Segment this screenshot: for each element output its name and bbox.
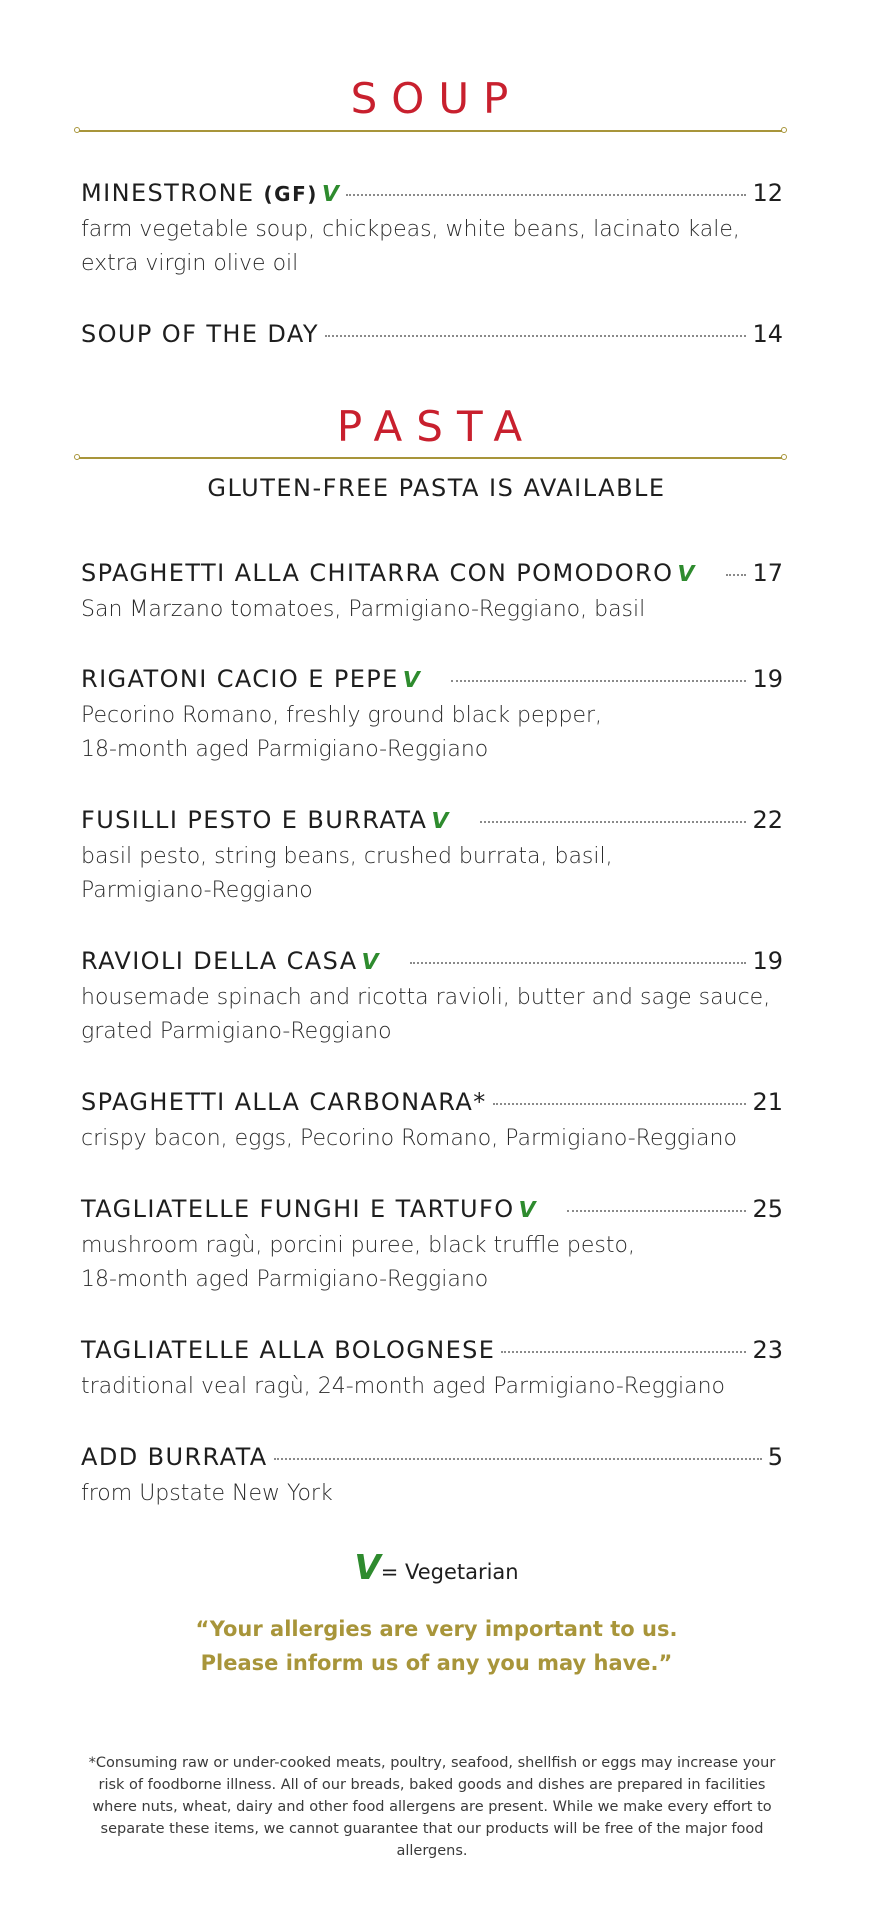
menu-item-bolognese: [81, 1336, 783, 1404]
menu-item-carbonara: [81, 1088, 783, 1156]
leader-dots: [410, 962, 747, 964]
leader-dots: [274, 1458, 762, 1460]
leader-dots: [493, 1103, 747, 1105]
leader-dots: [501, 1351, 746, 1353]
vegetarian-leaf-icon: ᐯ: [402, 668, 422, 693]
item-name: MINESTRONE (GF) ᐯ: [81, 179, 341, 207]
item-price: 14: [752, 320, 783, 348]
item-description: housemade spinach and ricotta ravioli, butter and sage sauce, grated Parmigiano-Reggiano: [81, 985, 771, 1044]
pasta-divider: [78, 457, 783, 459]
item-description: traditional veal ragù, 24-month aged Parmigiano-Reggiano: [81, 1374, 726, 1399]
gluten-free-tag: (GF): [263, 182, 318, 206]
item-price: 12: [752, 179, 783, 207]
vegetarian-leaf-icon: ᐯ: [361, 950, 380, 975]
menu-item-rigatoni: [81, 665, 783, 767]
item-name: RAVIOLI DELLA CASA ᐯ: [81, 947, 380, 975]
leader-dots: [480, 821, 747, 823]
vegetarian-legend: [0, 1548, 873, 1588]
leader-dots: [726, 574, 747, 576]
gluten-free-note: GLUTEN-FREE PASTA IS AVAILABLE: [207, 474, 666, 502]
item-price: 22: [752, 806, 783, 834]
item-name: SOUP OF THE DAY: [81, 320, 319, 348]
leader-dots: [451, 680, 746, 682]
menu-item-spaghetti-chitarra: [81, 559, 783, 627]
menu-item-fusilli: [81, 806, 783, 908]
item-description: mushroom ragù, porcini puree, black truffle pesto, 18-month aged Parmigiano-Reggiano: [81, 1233, 635, 1292]
legend-text: = Vegetarian: [380, 1560, 519, 1584]
item-name: SPAGHETTI ALLA CARBONARA*: [81, 1088, 487, 1116]
vegetarian-leaf-icon: ᐯ: [354, 1548, 381, 1588]
item-name: TAGLIATELLE ALLA BOLOGNESE: [81, 1336, 496, 1364]
vegetarian-leaf-icon: ᐯ: [321, 182, 341, 207]
item-price: 5: [767, 1443, 783, 1471]
menu-item-ravioli: [81, 947, 783, 1049]
item-name: SPAGHETTI ALLA CHITARRA CON POMODORO ᐯ: [81, 559, 696, 587]
allergy-note: “Your allergies are very important to us. Please inform us of any you may have.”: [195, 1617, 678, 1675]
leader-dots: [325, 335, 747, 337]
soup-divider: [78, 130, 783, 132]
menu-item-tagliatelle-funghi: [81, 1195, 783, 1297]
item-price: 19: [752, 947, 783, 975]
item-description: Pecorino Romano, freshly ground black pepper, 18-month aged Parmigiano-Reggiano: [81, 703, 603, 762]
item-description: crispy bacon, eggs, Pecorino Romano, Parmigiano-Reggiano: [81, 1126, 737, 1151]
item-price: 17: [752, 559, 783, 587]
item-description: farm vegetable soup, chickpeas, white beans, lacinato kale, extra virgin olive oil: [81, 217, 740, 276]
menu-item-minestrone: [81, 179, 783, 281]
item-price: 25: [752, 1195, 783, 1223]
vegetarian-leaf-icon: ᐯ: [431, 809, 450, 834]
item-name: TAGLIATELLE FUNGHI E TARTUFO ᐯ: [81, 1195, 537, 1223]
vegetarian-leaf-icon: ᐯ: [677, 562, 696, 587]
item-name: RIGATONI CACIO E PEPE ᐯ: [81, 665, 422, 693]
item-description: basil pesto, string beans, crushed burrata, basil, Parmigiano-Reggiano: [81, 844, 613, 903]
menu-item-add-burrata: [81, 1443, 783, 1511]
item-description: from Upstate New York: [81, 1481, 333, 1506]
item-price: 19: [752, 665, 783, 693]
leader-dots: [567, 1210, 747, 1212]
vegetarian-leaf-icon: ᐯ: [518, 1198, 537, 1223]
item-price: 21: [752, 1088, 783, 1116]
food-safety-disclaimer: *Consuming raw or under-cooked meats, poultry, seafood, shellfish or eggs may increase your risk of foodborne illness. All of our breads, baked goods and dishes are prepared in facilities where nuts, wheat, dairy and other food allergens are present. While we make every effort to separate these items, we cannot guarantee that our products will be free of the major food allergens.: [88, 1755, 776, 1859]
item-description: San Marzano tomatoes, Parmigiano-Reggiano, basil: [81, 597, 646, 622]
leader-dots: [346, 194, 746, 196]
soup-section-title: SOUP: [350, 74, 523, 123]
pasta-section-title: PASTA: [336, 402, 537, 451]
item-name: ADD BURRATA: [81, 1443, 268, 1471]
menu-item-soup-of-the-day: [81, 320, 783, 352]
item-name: FUSILLI PESTO E BURRATA ᐯ: [81, 806, 450, 834]
item-price: 23: [752, 1336, 783, 1364]
